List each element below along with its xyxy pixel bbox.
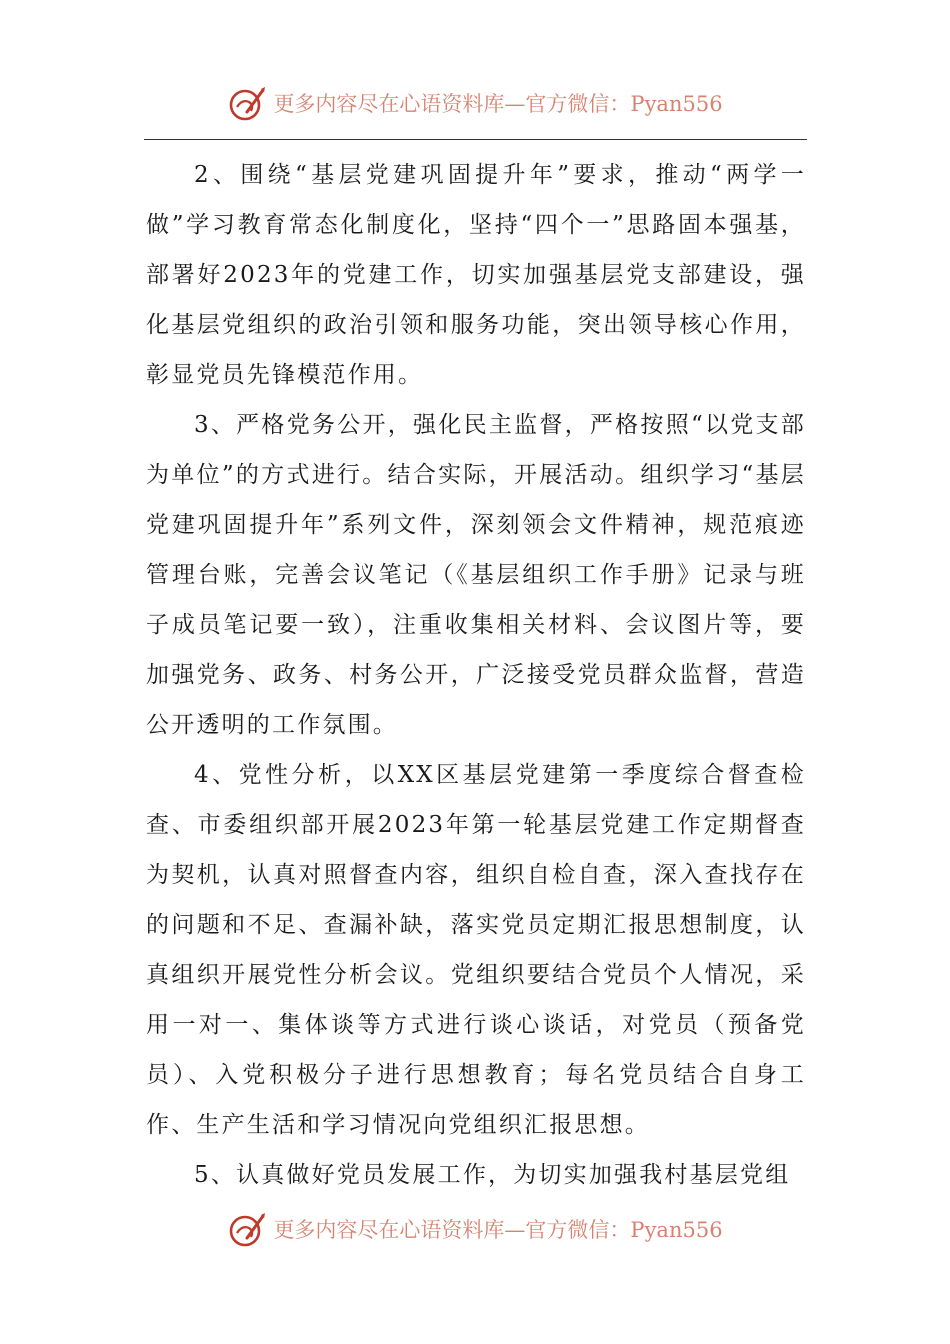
footer-banner <box>0 1208 950 1252</box>
seal-pen-logo-icon <box>227 84 267 124</box>
paragraph-3: 3、严格党务公开，强化民主监督，严格按照“以党支部为单位”的方式进行。结合实际，开展活动。组织学习“基层党建巩固提升年”系列文件，深刻领会文件精神，规范痕迹管理台账，完善会议笔记（《基层组织工作手册》记录与班子成员笔记要一致），注重收集相关材料、会议图片等，要加强党务、政务、村务公开，广泛接受党员群众监督，营造公开透明的工作氛围。 <box>146 412 806 738</box>
header-divider <box>144 139 807 140</box>
seal-pen-logo-icon <box>227 1210 267 1250</box>
paragraph-4: 4、党性分析，以XX区基层党建第一季度综合督查检查、市委组织部开展2023年第一轮基层党建工作定期督查为契机，认真对照督查内容，组织自检自查，深入查找存在的问题和不足、查漏补缺，落实党员定期汇报思想制度，认真组织开展党性分析会议。党组织要结合党员个人情况，采用一对一、集体谈等方式进行谈心谈话，对党员（预备党员）、入党积极分子进行思想教育；每名党员结合自身工作、生产生活和学习情况向党组织汇报思想。 <box>146 762 806 1138</box>
footer-banner-text: 更多内容尽在心语资料库—官方微信：Pyan556 <box>273 1217 723 1242</box>
header-banner-text: 更多内容尽在心语资料库—官方微信：Pyan556 <box>273 91 723 116</box>
paragraph-5: 5、认真做好党员发展工作，为切实加强我村基层党组 <box>194 1162 791 1188</box>
paragraph-2: 2、围绕“基层党建巩固提升年”要求，推动“两学一做”学习教育常态化制度化，坚持“四个一”思路固本强基，部署好2023年的党建工作，切实加强基层党支部建设，强化基层党组织的政治引领和服务功能，突出领导核心作用，彰显党员先锋模范作用。 <box>146 162 806 388</box>
document-body <box>146 150 806 1200</box>
header-banner <box>0 82 950 126</box>
